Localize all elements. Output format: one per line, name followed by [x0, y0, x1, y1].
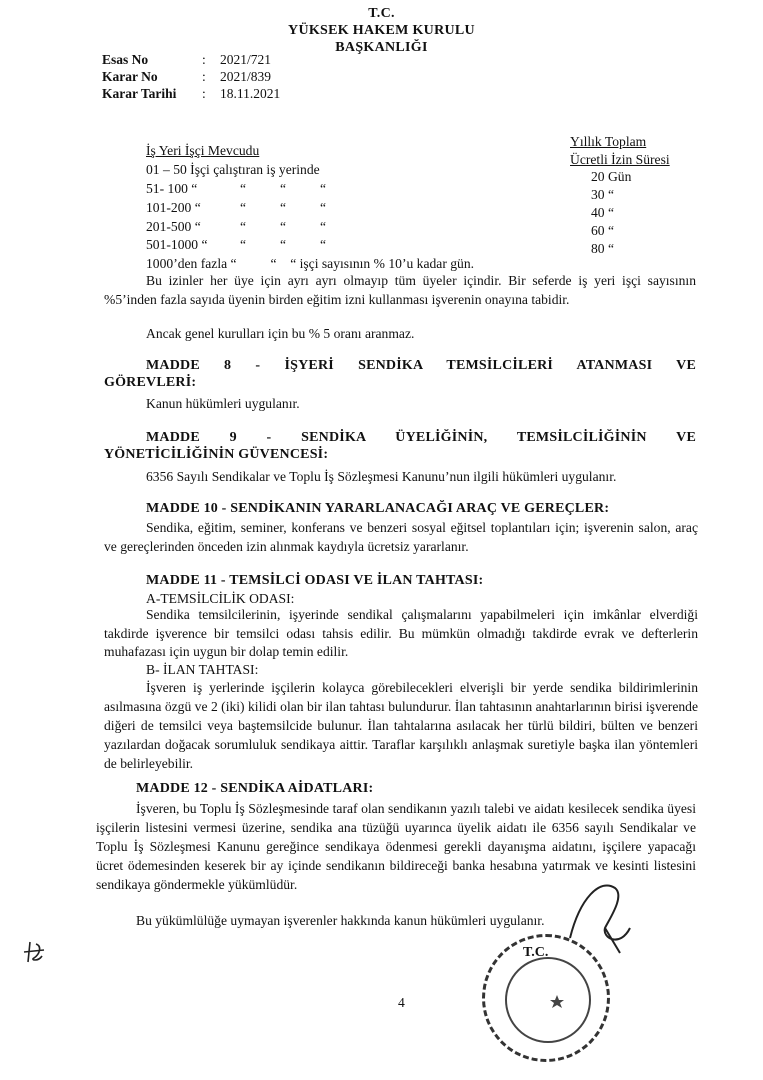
- leave-table-left-header: İş Yeri İşçi Mevcudu: [146, 143, 260, 158]
- header-tc: T.C.: [368, 6, 395, 21]
- madde8-title: MADDE 8 - İŞYERİ SENDİKA TEMSİLCİLERİ ATANMASI VE: [146, 358, 696, 373]
- initials-signature-icon: [20, 938, 48, 964]
- madde11-sub-a: A-TEMSİLCİLİK ODASI:: [146, 591, 295, 606]
- leave-row-label: 501-1000 “: [146, 237, 208, 252]
- leave-row-ditto: “ “ “: [240, 237, 327, 252]
- madde8-title-cont: GÖREVLERİ:: [104, 375, 197, 390]
- header-presidency: BAŞKANLIĞI: [335, 40, 428, 55]
- madde11-title: MADDE 11 - TEMSİLCİ ODASI VE İLAN TAHTASI:: [146, 573, 484, 588]
- madde12-title: MADDE 12 - SENDİKA AİDATLARI:: [136, 781, 374, 796]
- madde9-title-cont: YÖNETİCİLİĞİNİN GÜVENCESİ:: [104, 447, 329, 462]
- meta-key-esas: Esas No: [102, 52, 149, 67]
- meta-value-karar-tarihi: 18.11.2021: [220, 86, 281, 101]
- leave-row-ditto: “ “ “: [240, 181, 327, 196]
- crescent-star-icon: [525, 981, 569, 1021]
- official-stamp-icon: [482, 934, 610, 1062]
- madde10-body: Sendika, eğitim, seminer, konferans ve benzeri sosyal eğitsel toplantıları için; işverenin salon, araç ve gereçlerinden önceden izin alınmak kaydıyla ücretsiz yararlanır.: [104, 520, 698, 554]
- meta-sep: :: [202, 52, 206, 67]
- leave-row-value: 60 “: [591, 223, 615, 238]
- leave-row-label: 51- 100 “: [146, 181, 198, 196]
- page-number: 4: [398, 995, 405, 1010]
- paragraph-education-leave: Bu izinler her üye için ayrı ayrı olmayıp tüm üyeler içindir. Bir seferde iş yeri işçi sayısının %5’inden fazla sayıda üyenin birden eğitim izni kullanması işverenin onayına tabidir.: [104, 273, 696, 307]
- meta-value-karar: 2021/839: [220, 69, 272, 84]
- leave-row-value: 40 “: [591, 205, 615, 220]
- leave-table-right-header-2: Ücretli İzin Süresi: [570, 152, 670, 167]
- leave-row-label: 201-500 “: [146, 219, 201, 234]
- madde10-title: MADDE 10 - SENDİKANIN YARARLANACAĞI ARAÇ VE GEREÇLER:: [146, 501, 610, 516]
- madde11-sub-b: B- İLAN TAHTASI:: [146, 662, 259, 677]
- meta-key-karar: Karar No: [102, 69, 158, 84]
- madde12-body-2: Bu yükümlülüğe uymayan işverenler hakkında kanun hükümleri uygulanır.: [136, 913, 545, 928]
- meta-key-karar-tarihi: Karar Tarihi: [102, 86, 177, 101]
- meta-sep: :: [202, 86, 206, 101]
- meta-sep: :: [202, 69, 206, 84]
- madde9-title: MADDE 9 - SENDİKA ÜYELİĞİNİN, TEMSİLCİLİĞİNİN VE: [146, 430, 696, 445]
- stamp-text: T.C.: [523, 945, 549, 960]
- leave-row-value: 30 “: [591, 187, 615, 202]
- madde8-body: Kanun hükümleri uygulanır.: [146, 396, 300, 411]
- meta-value-esas: 2021/721: [220, 52, 272, 67]
- madde11-body-b: İşveren iş yerlerinde işçilerin kolayca görebilecekleri elverişli bir yerde sendika bildirimlerinin asılmasına özgü ve 2 (iki) kilidi olan bir ilan tahtası bulundurur. İlan tahtasının anahtarlarının birisi işverende diğeri de temsilci veya baştemsilcide bulunur. İlan tahtalarına asılacak her türlü bildiri, bülten ve benzeri yazılardan doğacak sorumluluk sendikaya aittir. Taraflar karşılıklı anlaşmak suretiyle başka ilan yöntemleri de belirleyebilir.: [104, 680, 698, 771]
- madde9-body: 6356 Sayılı Sendikalar ve Toplu İş Sözleşmesi Kanunu’nun ilgili hükümleri uygulanır.: [146, 469, 617, 484]
- madde12-body: İşveren, bu Toplu İş Sözleşmesinde taraf olan sendikanın yazılı talebi ve aidatı kesilecek sendika üyesi işçilerin listesini vermesi üzerine, sendika ana tüzüğü uyarınca üyelik aidatı ile 6356 sayılı Sendikalar ve Toplu İş Sözleşmesi Kanunu gereğince sendikaya ödenmesi gerekli dayanışma aidatını, işçilere yapacağı ücret ödemesinden keserek bir ay içinde sendikanın bildireceği banka hesabına yatırmak ve kesinti listesini sendikaya göndermekle yükümlüdür.: [96, 801, 696, 892]
- leave-row-ditto: “ “ “: [240, 219, 327, 234]
- header-court-name: YÜKSEK HAKEM KURULU: [288, 23, 475, 38]
- leave-row-last: 1000’den fazla “ “ “ işçi sayısının % 10’u kadar gün.: [146, 256, 475, 271]
- leave-row-label: 101-200 “: [146, 200, 201, 215]
- leave-row-value: 20 Gün: [591, 169, 632, 184]
- paragraph-general-assembly: Ancak genel kurulları için bu % 5 oranı aranmaz.: [146, 326, 415, 341]
- leave-row-value: 80 “: [591, 241, 615, 256]
- leave-row-ditto: “ “ “: [240, 200, 327, 215]
- leave-table-right-header-1: Yıllık Toplam: [570, 134, 647, 149]
- leave-row-label: 01 – 50 İşçi çalıştıran iş yerinde: [146, 162, 320, 177]
- madde11-body-a: Sendika temsilcilerinin, işyerinde sendikal çalışmalarını yapabilmeleri için imkânlar elverdiği takdirde işverence bir temsilci odası tahsis edilir. Bu mümkün olmadığı takdirde evrak ve defterlerin muhafazası için uygun bir dolap temin edilir.: [104, 607, 698, 660]
